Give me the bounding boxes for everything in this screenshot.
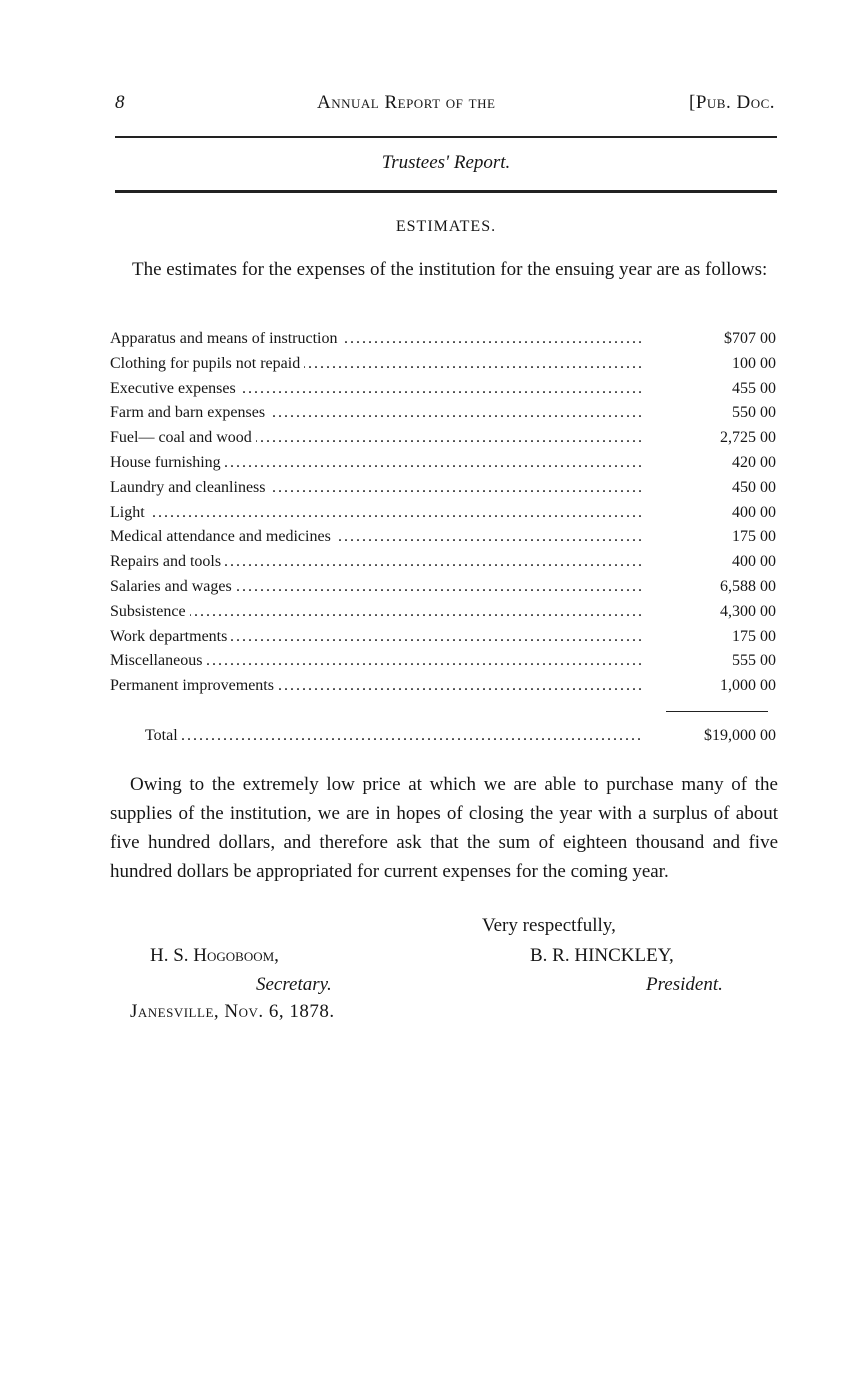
total-amount: $19,000 00 — [704, 727, 776, 744]
row-label: Apparatus and means of instruction — [110, 330, 342, 347]
row-amount: 100 00 — [732, 354, 776, 372]
row-label: Medical attendance and medicines — [110, 528, 335, 545]
closing-paragraph: Owing to the extremely low price at which we are able to purchase many of the supplies of the institution, we are in hopes of closing the year with a surplus of about five hundred dollars, and therefore ask that the sum of eighteen thousand and five hundred dollars be appropriated for current expenses for the coming year. — [110, 774, 778, 882]
row-amount: 455 00 — [732, 379, 776, 397]
table-row — [110, 327, 776, 352]
row-label: Work departments — [110, 628, 231, 645]
table-row — [110, 401, 776, 426]
table-row — [110, 501, 776, 526]
row-amount: 550 00 — [732, 404, 776, 422]
row-label: Repairs and tools — [110, 553, 225, 570]
row-amount: 1,000 00 — [720, 677, 776, 695]
page-number: 8 — [115, 92, 125, 113]
row-amount: 175 00 — [732, 627, 776, 645]
place-date: Janesville, Nov. 6, 1878. — [130, 1001, 335, 1022]
table-row — [110, 674, 776, 699]
estimates-heading: ESTIMATES. — [395, 218, 497, 235]
document-label: [Pub. Doc. — [689, 92, 775, 113]
row-amount: 4,300 00 — [720, 602, 776, 620]
row-label: Permanent improvements — [110, 677, 278, 694]
row-amount: 400 00 — [732, 553, 776, 571]
estimates-table — [110, 327, 776, 699]
intro-paragraph: The estimates for the expenses of the institution for the ensuing year are as follows: — [132, 259, 768, 280]
row-amount: $707 00 — [724, 330, 776, 347]
complimentary-close: Very respectfully, — [482, 915, 616, 936]
running-title: Annual Report of the — [317, 92, 496, 113]
row-amount: 555 00 — [732, 652, 776, 670]
table-row — [110, 575, 776, 600]
table-row — [110, 525, 776, 550]
row-label: Subsistence — [110, 603, 190, 620]
table-row — [110, 377, 776, 402]
row-label: Farm and barn expenses — [110, 404, 269, 421]
table-row — [110, 625, 776, 650]
table-row — [110, 600, 776, 625]
president-title: President. — [646, 974, 723, 995]
president-name: B. R. HINCKLEY, — [530, 945, 674, 966]
table-row — [110, 352, 776, 377]
section-title: Trustees' Report. — [381, 152, 511, 173]
row-label: House furnishing — [110, 454, 225, 471]
header-rule-bottom — [115, 190, 777, 193]
row-label: Salaries and wages — [110, 578, 236, 595]
secretary-title: Secretary. — [256, 974, 332, 995]
secretary-name: H. S. Hogoboom, — [150, 945, 279, 966]
total-label: Total — [145, 727, 182, 744]
row-amount: 6,588 00 — [720, 577, 776, 595]
row-amount: 450 00 — [732, 478, 776, 496]
table-row — [110, 426, 776, 451]
row-amount: 400 00 — [732, 503, 776, 521]
row-label: Clothing for pupils not repaid — [110, 355, 304, 372]
row-label: Miscellaneous — [110, 652, 206, 669]
row-label: Light — [110, 504, 149, 521]
row-label: Executive expenses — [110, 380, 240, 397]
table-row — [110, 649, 776, 674]
row-label: Laundry and cleanliness — [110, 479, 270, 496]
row-label: Fuel— coal and wood — [110, 429, 256, 446]
table-row — [110, 451, 776, 476]
total-rule — [666, 711, 768, 712]
table-row — [110, 550, 776, 575]
table-row — [110, 476, 776, 501]
row-amount: 2,725 00 — [720, 429, 776, 447]
header-rule-top — [115, 136, 777, 138]
running-head — [115, 92, 775, 120]
row-amount: 420 00 — [732, 453, 776, 471]
row-amount: 175 00 — [732, 528, 776, 546]
total-row — [110, 723, 776, 749]
